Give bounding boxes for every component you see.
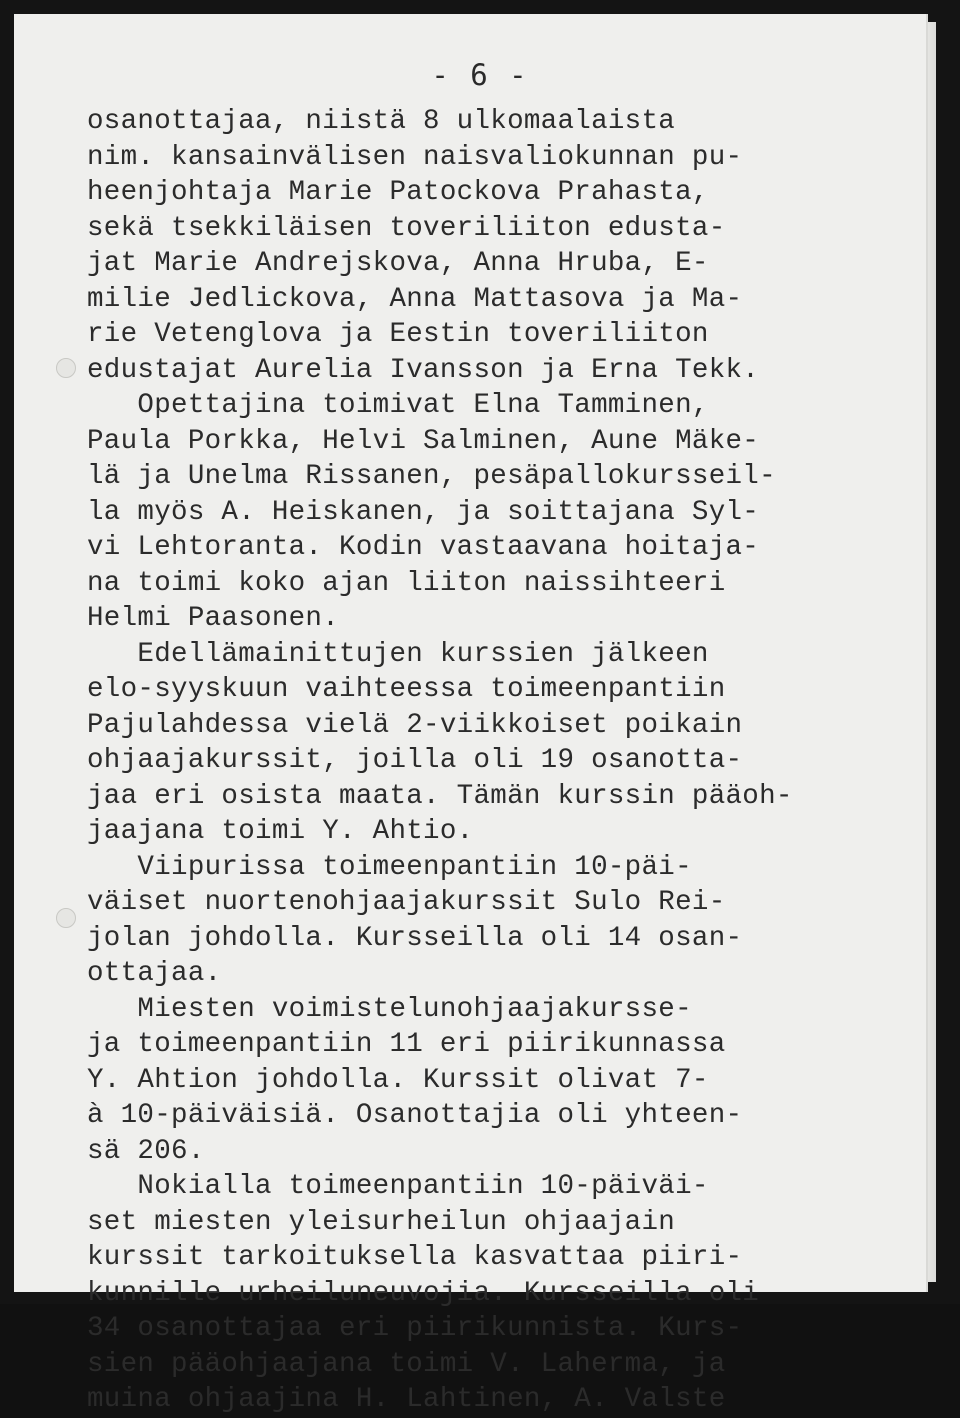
text-line: Pajulahdessa vielä 2-viikkoiset poikain — [87, 709, 743, 741]
punch-hole-lower — [56, 908, 76, 928]
page-number: - 6 - — [431, 58, 529, 92]
text-line: ja toimeenpantiin 11 eri piirikunnassa — [87, 1029, 726, 1060]
text-line: milie Jedlickova, Anna Mattasova ja Ma- — [87, 283, 743, 315]
text-line: à 10-päiväisiä. Osanottajia oli yhteen- — [87, 1100, 743, 1131]
text-line: jolan johdolla. Kursseilla oli 14 osan- — [87, 922, 743, 954]
punch-hole-upper — [56, 358, 76, 378]
text-line: jaajana toimi Y. Ahtio. — [87, 816, 474, 847]
text-line: Edellämainittujen kurssien jälkeen — [87, 638, 709, 670]
text-line: edustajat Aurelia Ivansson ja Erna Tekk. — [87, 354, 760, 386]
text-line: nim. kansainvälisen naisvaliokunnan pu- — [87, 141, 743, 173]
text-line: heenjohtaja Marie Patockova Prahasta, — [87, 177, 709, 208]
text-line: sä 206. — [87, 1135, 205, 1167]
text-line: väiset nuortenohjaajakurssit Sulo Rei- — [87, 887, 726, 918]
document-body — [87, 104, 887, 1418]
text-line: ohjaajakurssit, joilla oli 19 osanotta- — [87, 745, 743, 776]
text-line: Viipurissa toimeenpantiin 10-päi- — [87, 851, 692, 883]
text-line: lä ja Unelma Rissanen, pesäpallokursseil- — [87, 461, 776, 492]
text-line: ottajaa. — [87, 958, 222, 989]
text-line: Opettajina toimivat Elna Tamminen, — [87, 390, 709, 421]
text-line: kunnille urheiluneuvojia. Kursseilla oli — [87, 1277, 760, 1309]
text-line: rie Vetenglova ja Eestin toveriliiton — [87, 319, 709, 350]
text-line: sekä tsekkiläisen toveriliiton edusta- — [87, 212, 726, 244]
text-line: elo-syyskuun vaihteessa toimeenpantiin — [87, 674, 726, 705]
text-line: 34 osanottajaa eri piirikunnista. Kurs- — [87, 1313, 743, 1344]
text-line: osanottajaa, niistä 8 ulkomaalaista — [87, 106, 676, 137]
text-line: Helmi Paasonen. — [87, 603, 340, 634]
text-line: muina ohjaajina H. Lahtinen, A. Valste — [87, 1384, 726, 1415]
text-line: jat Marie Andrejskova, Anna Hruba, E- — [87, 248, 709, 279]
text-line: jaa eri osista maata. Tämän kurssin pääoh- — [87, 780, 793, 812]
text-line: na toimi koko ajan liiton naissihteeri — [87, 567, 726, 599]
text-line: kurssit tarkoituksella kasvattaa piiri- — [87, 1242, 743, 1273]
text-line: Miesten voimistelunohjaajakursse- — [87, 993, 692, 1025]
text-line: Paula Porkka, Helvi Salminen, Aune Mäke- — [87, 425, 760, 457]
text-line: vi Lehtoranta. Kodin vastaavana hoitaja- — [87, 532, 760, 563]
text-line: la myös A. Heiskanen, ja soittajana Syl- — [87, 496, 760, 528]
text-line: Nokialla toimeenpantiin 10-päiväi- — [87, 1171, 709, 1202]
text-line: Y. Ahtion johdolla. Kurssit olivat 7- — [87, 1064, 709, 1096]
text-line: sien pääohjaajana toimi V. Laherma, ja — [87, 1348, 726, 1380]
text-line: set miesten yleisurheilun ohjaajain — [87, 1206, 676, 1238]
